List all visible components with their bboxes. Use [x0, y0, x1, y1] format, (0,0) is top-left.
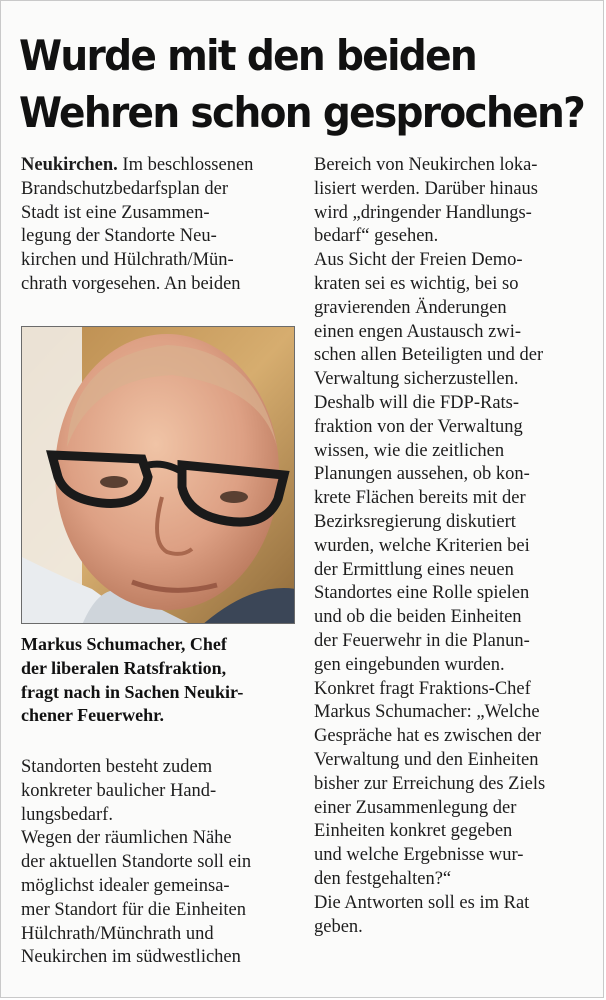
article-line: Stadt ist eine Zusammen- — [21, 202, 210, 223]
portrait-photo-icon — [22, 327, 295, 624]
article-line: legung der Standorte Neu- — [21, 226, 217, 247]
article-line: bedarf“ gesehen. — [314, 226, 439, 247]
article-line: lisiert werden. Darüber hinaus — [314, 178, 538, 199]
article-line: Markus Schumacher: „Welche — [314, 702, 540, 723]
headline-line-1: Wurde mit den beiden — [19, 31, 477, 80]
article-line: Die Antworten soll es im Rat — [314, 892, 530, 913]
article-line: Standorten besteht zudem — [21, 757, 213, 777]
article-line: geben. — [314, 916, 363, 937]
article-line: bisher zur Erreichung des Ziels — [314, 773, 546, 794]
article-line: und welche Ergebnisse wur- — [314, 845, 524, 866]
article-line: einen engen Austausch zwi- — [314, 321, 522, 342]
photo-caption — [21, 633, 303, 728]
caption-line: der liberalen Ratsfraktion, — [21, 657, 227, 678]
article-line: wurden, welche Kriterien bei — [314, 535, 530, 556]
article-line: Aus Sicht der Freien Demo- — [314, 250, 523, 271]
article-line: der Ermittlung eines neuen — [314, 559, 514, 580]
article-line: der Feuerwehr in die Planun- — [314, 630, 530, 651]
article-line: gen eingebunden wurden. — [314, 654, 505, 675]
article-line: lungsbedarf. — [21, 804, 113, 825]
article-line: Bezirksregierung diskutiert — [314, 511, 516, 532]
article-line-text: Im beschlossenen — [117, 155, 254, 175]
article-line: Planungen aussehen, ob kon- — [314, 464, 530, 485]
article-line: den festgehalten?“ — [314, 868, 452, 889]
article-line: Gespräche hat es zwischen der — [314, 726, 542, 747]
article-line: kraten sei es wichtig, bei so — [314, 273, 519, 294]
article-line: Bereich von Neukirchen loka- — [314, 155, 538, 175]
article-column-left-top — [21, 154, 301, 297]
article-line: und ob die beiden Einheiten — [314, 607, 522, 628]
caption-line: chener Feuerwehr. — [21, 705, 164, 726]
dateline: Neukirchen. — [21, 155, 118, 175]
caption-line: Markus Schumacher, Chef — [21, 634, 227, 654]
article-line: Verwaltung und den Einheiten — [314, 749, 539, 770]
portrait-photo — [21, 326, 295, 624]
article-line: Wegen der räumlichen Nähe — [21, 828, 232, 849]
article-line: konkreter baulicher Hand- — [21, 780, 217, 801]
article-column-left-bottom — [21, 756, 301, 970]
article-line: Standortes eine Rolle spielen — [314, 583, 530, 604]
article-line: Neukirchen im südwestlichen — [21, 947, 241, 968]
article-line: Hülchrath/Münchrath und — [21, 923, 214, 944]
article-line: Konkret fragt Fraktions-Chef — [314, 678, 531, 699]
article-line: Brandschutzbedarfsplan der — [21, 178, 229, 199]
article-line: mer Standort für die Einheiten — [21, 899, 247, 920]
article-line: wird „dringender Handlungs- — [314, 202, 532, 223]
article-line: Deshalb will die FDP-Rats- — [314, 392, 520, 413]
article-line: Verwaltung sicherzustellen. — [314, 369, 519, 390]
article-line: der aktuellen Standorte soll ein — [21, 852, 252, 873]
article-line: wissen, wie die zeitlichen — [314, 440, 505, 461]
article-line — [21, 154, 301, 178]
caption-line: fragt nach in Sachen Neukir- — [21, 681, 244, 702]
article-line: chrath vorgesehen. An beiden — [21, 273, 241, 294]
headline-line-2: Wehren schon gesprochen? — [19, 88, 585, 137]
article-line: gravierenden Änderungen — [314, 297, 507, 318]
article-line: Einheiten konkret gegeben — [314, 821, 513, 842]
article-line: krete Flächen bereits mit der — [314, 488, 526, 509]
article-headline — [19, 27, 585, 141]
article-line: einer Zusammenlegung der — [314, 797, 517, 818]
article-column-right — [314, 154, 599, 939]
article-line: schen allen Beteiligten und der — [314, 345, 544, 366]
article-line: fraktion von der Verwaltung — [314, 416, 523, 437]
article-line: möglichst idealer gemeinsa- — [21, 875, 230, 896]
article-line: kirchen und Hülchrath/Mün- — [21, 250, 234, 271]
